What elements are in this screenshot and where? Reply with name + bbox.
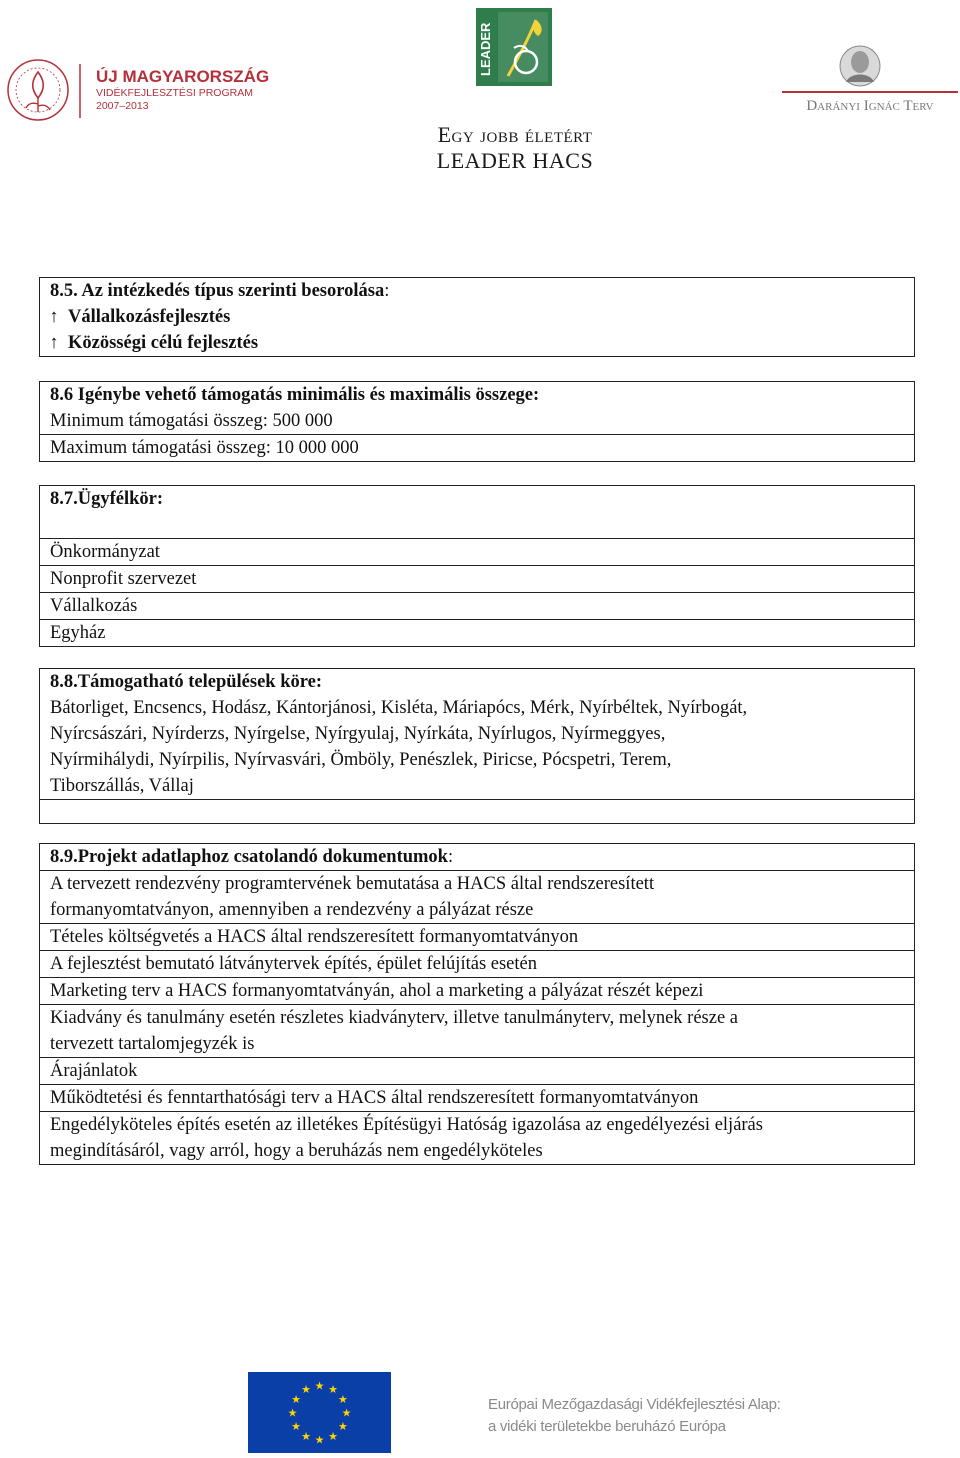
eu-star-icon: ★ xyxy=(291,1394,302,1406)
eu-star-icon: ★ xyxy=(337,1421,348,1433)
section-8-9-title-bold: 8.9.Projekt adatlaphoz csatolandó dokumentumok xyxy=(50,847,448,867)
eu-star-icon: ★ xyxy=(328,1384,338,1397)
document-item xyxy=(40,1004,914,1057)
logo-left-line1: ÚJ MAGYARORSZÁG xyxy=(96,67,270,86)
document-item-line: Működtetési és fenntarthatósági terv a HACS által rendszeresített formanyomtatványon xyxy=(50,1088,699,1108)
hacs-title-line2: LEADER HACS xyxy=(436,148,594,173)
document-item-line: Tételes költségvetés a HACS által rendszeresített formanyomtatványon xyxy=(50,927,579,947)
daranyi-ignac-terv-logo xyxy=(782,44,958,116)
section-8-5-item xyxy=(40,304,914,330)
settlements-line: Nyírmihálydi, Nyírpilis, Nyírvasvári, Ömböly, Penészlek, Piricse, Pócspetri, Terem, xyxy=(50,750,672,770)
document-item xyxy=(40,923,914,950)
settlements-list xyxy=(40,695,914,799)
document-item xyxy=(40,950,914,977)
empty-row xyxy=(40,799,914,823)
document-item-line: megindításáról, vagy arról, hogy a beruházás nem engedélyköteles xyxy=(50,1141,543,1161)
document-item-line: A tervezett rendezvény programtervének bemutatása a HACS által rendszeresített xyxy=(50,874,655,894)
document-item xyxy=(40,1111,914,1164)
section-8-8-title: 8.8.Támogatható települések köre: xyxy=(50,672,322,692)
document-item-line: A fejlesztést bemutató látványtervek építés, épület felújítás esetén xyxy=(50,954,537,974)
document-item-line: tervezett tartalomjegyzék is xyxy=(50,1034,255,1054)
eafrd-line2: a vidéki területekbe beruházó Európa xyxy=(488,1418,726,1435)
client-type: Nonprofit szervezet xyxy=(40,565,914,592)
document-item-line: Marketing terv a HACS formanyomtatványán, ahol a marketing a pályázat részét képezi xyxy=(50,981,704,1001)
section-8-9-title-suffix: : xyxy=(447,847,454,867)
eu-star-icon: ★ xyxy=(314,1434,325,1447)
leader-logo-text: LEADER xyxy=(478,22,493,76)
eu-star-icon: ★ xyxy=(341,1407,352,1420)
document-item xyxy=(40,870,914,923)
eu-star-icon: ★ xyxy=(337,1394,348,1406)
section-8-6-title: 8.6 Igénybe vehető támogatás minimális és maximális összege: xyxy=(50,385,540,405)
document-item-line: Árajánlatok xyxy=(50,1061,138,1081)
settlements-line: Nyírcsászári, Nyírderzs, Nyírgelse, Nyírgyulaj, Nyírkáta, Nyírlugos, Nyírmeggyes, xyxy=(50,724,666,744)
section-8-9 xyxy=(39,843,915,1165)
eu-star-icon: ★ xyxy=(314,1380,325,1393)
arrow-up-icon: ↑ xyxy=(49,333,59,353)
client-type: Egyház xyxy=(40,619,914,646)
uj-magyarorszag-logo xyxy=(6,58,276,124)
logo-left-line2: VIDÉKFEJLESZTÉSI PROGRAM xyxy=(96,87,253,99)
eu-star-icon: ★ xyxy=(291,1421,302,1433)
section-8-6 xyxy=(39,381,915,462)
section-8-9-title xyxy=(40,844,914,870)
eu-star-icon: ★ xyxy=(328,1430,338,1443)
section-8-8 xyxy=(39,668,915,824)
document-item-line: Kiadvány és tanulmány esetén részletes kiadványterv, illetve tanulmányterv, melynek része a xyxy=(50,1008,738,1028)
hacs-title-line1: Egy jobb életért xyxy=(437,122,593,147)
document-item xyxy=(40,1084,914,1111)
section-8-5-item-label: Közösségi célú fejlesztés xyxy=(68,333,259,353)
eu-star-icon: ★ xyxy=(301,1430,311,1443)
maximum-amount: Maximum támogatási összeg: 10 000 000 xyxy=(40,434,914,461)
minimum-amount: Minimum támogatási összeg: 500 000 xyxy=(50,411,333,431)
document-item-line: formanyomtatványon, amennyiben a rendezvény a pályázat része xyxy=(50,900,534,920)
logo-right-text: Darányi Ignác Terv xyxy=(806,98,934,114)
document-item xyxy=(40,977,914,1004)
eu-flag-logo xyxy=(248,1372,391,1453)
section-8-5-title xyxy=(40,278,914,304)
settlements-line: Tiborszállás, Vállaj xyxy=(50,776,194,796)
eu-star-icon: ★ xyxy=(287,1407,298,1420)
document-item-line: Engedélyköteles építés esetén az illetékes Építésügyi Hatóság igazolása az engedélyezési eljárás xyxy=(50,1115,763,1135)
section-8-5-item-label: Vállalkozásfejlesztés xyxy=(68,307,231,327)
logo-left-line3: 2007–2013 xyxy=(96,100,149,112)
document-item xyxy=(40,1057,914,1084)
eu-star-icon: ★ xyxy=(301,1384,311,1397)
leader-logo xyxy=(474,6,554,88)
section-8-7-title: 8.7.Ügyfélkör: xyxy=(50,489,164,509)
section-8-5-item xyxy=(40,330,914,356)
settlements-line: Bátorliget, Encsencs, Hodász, Kántorjánosi, Kisléta, Máriapócs, Mérk, Nyírbéltek, Nyírbogát, xyxy=(50,698,748,718)
eafrd-text xyxy=(488,1394,781,1438)
section-8-5 xyxy=(39,277,915,357)
section-8-5-title-suffix: : xyxy=(384,281,390,301)
arrow-up-icon: ↑ xyxy=(49,307,59,327)
client-type: Vállalkozás xyxy=(40,592,914,619)
eafrd-line1: Európai Mezőgazdasági Vidékfejlesztési Alap: xyxy=(488,1396,781,1413)
hacs-title xyxy=(350,122,680,174)
client-type: Önkormányzat xyxy=(40,538,914,565)
section-8-7 xyxy=(39,485,915,647)
section-8-5-title-bold: 8.5. Az intézkedés típus szerinti besorolása xyxy=(50,281,385,301)
